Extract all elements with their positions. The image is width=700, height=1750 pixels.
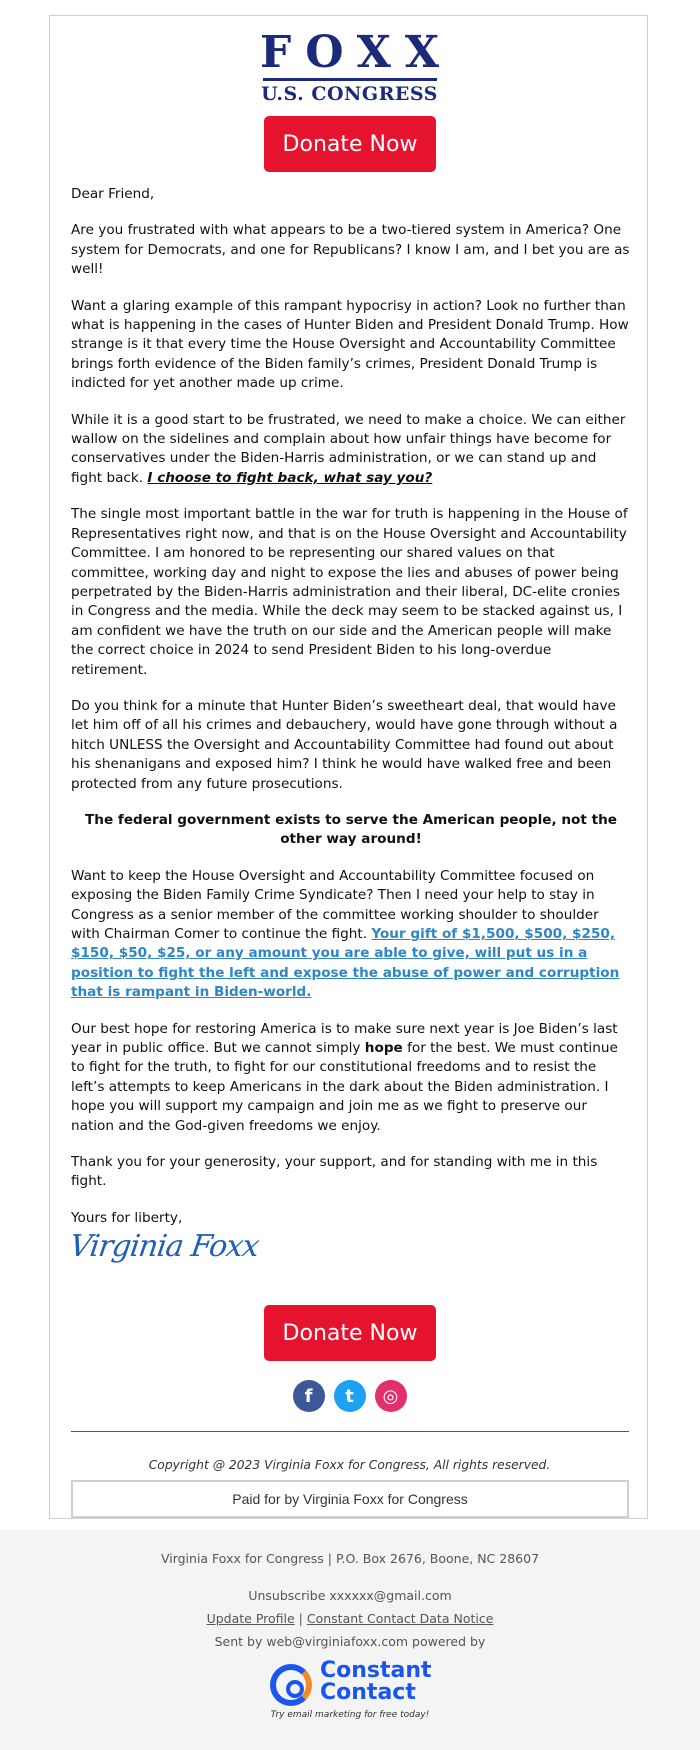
greeting: Dear Friend, (71, 186, 155, 202)
copyright-notice: Copyright @ 2023 Virginia Foxx for Congress, All rights reserved. (148, 1458, 551, 1472)
update-profile-link[interactable]: Update Profile (206, 1611, 295, 1626)
divider (71, 1431, 629, 1432)
signature: Virginia Foxx (67, 1229, 261, 1264)
instagram-icon[interactable]: ◎ (375, 1380, 407, 1412)
paragraph-3-text: While it is a good start to be frustrated, we need to make a choice. We can either wallow on the sidelines and complain about how unfair things have become for conservatives under the Biden-Harris administration, or we can stand up and fight back. (71, 411, 626, 486)
paid-for-disclaimer: Paid for by Virginia Foxx for Congress (71, 1480, 629, 1518)
footer-address: Virginia Foxx for Congress | P.O. Box 2676, Boone, NC 28607 (160, 1551, 540, 1566)
paragraph-7-text-b: for the best. We must continue to fight for the truth, to fight for our constitutional freedoms and to resist the left’s attempts to keep Americans in the dark about the Biden administration. I hope you will support my campaign and join me as we fight to preserve our nation and the God-given freedoms we enjoy. (71, 1040, 618, 1134)
footer-links (0, 1611, 700, 1626)
paragraph-5: Do you think for a minute that Hunter Biden’s sweetheart deal, that would have let him off of all his crimes and debauchery, would have gone through without a hitch UNLESS the Oversight and Accountability Committee had found out about his shenanigans and exposed him? I think he would have walked free and been protected from any future prosecutions. (71, 697, 618, 792)
callout-statement: The federal government exists to serve the American people, not the other way around! (85, 811, 618, 848)
logo-rule (263, 78, 437, 81)
paragraph-7 (71, 1020, 631, 1136)
cc-word-line-2: Contact (320, 1680, 416, 1705)
sent-by: Sent by web@virginiafoxx.com powered by (214, 1634, 486, 1649)
closing: Yours for liberty, (71, 1209, 183, 1226)
constant-contact-logo[interactable] (270, 1660, 430, 1722)
data-notice-link[interactable]: Constant Contact Data Notice (306, 1611, 494, 1626)
donation-ask-link[interactable]: Your gift of $1,500, $500, $250, $150, $50, $25, or any amount you are able to give, will put us in a position to fight the left and expose the abuse of power and corruption that is rampant in Biden-world. (71, 926, 620, 1001)
email-card (49, 15, 648, 1519)
social-links (50, 1380, 649, 1412)
paragraph-7-bold: hope (364, 1040, 403, 1057)
paragraph-8: Thank you for your generosity, your support, and for standing with me in this fight. (71, 1154, 598, 1190)
twitter-icon[interactable]: t (334, 1380, 366, 1412)
constant-contact-tagline: Try email marketing for free today! (270, 1710, 430, 1720)
unsubscribe-link[interactable]: Unsubscribe xxxxxx@gmail.com (248, 1588, 452, 1603)
paragraph-3-emphasis: I choose to fight back, what say you? (147, 469, 433, 486)
paragraph-1: Are you frustrated with what appears to be a two-tiered system in America? One system for Democrats, and one for Republicans? I know I am, and I bet you are as well! (71, 222, 630, 278)
paragraph-2: Want a glaring example of this rampant hypocrisy in action? Look no further than what is happening in the cases of Hunter Biden and President Donald Trump. How strange is it that every time the House Oversight and Accountability Committee brings forth evidence of the Biden family’s crimes, President Donald Trump is indicted for yet another made up crime. (71, 297, 629, 392)
constant-contact-mark-inner (286, 1680, 304, 1698)
paragraph-4: The single most important battle in the war for truth is happening in the House of Representatives right now, and that is on the House Oversight and Accountability Committee. I am honored to be representing our shared values on that committee, working day and night to expose the lies and abuses of power being perpetrated by the Biden-Harris administration and their liberal, DC-elite cronies in Congress and the media. While the deck may seem to be stacked against us, I am confident we have the truth on our side and the American people will make the correct choice in 2024 to send President Biden to his long-overdue retirement. (71, 506, 628, 678)
cc-word-line-1: Constant (320, 1658, 432, 1683)
logo-name: FOXX (259, 27, 454, 78)
donate-now-button-bottom[interactable]: Donate Now (264, 1305, 436, 1361)
paragraph-6-text: Want to keep the House Oversight and Accountability Committee focused on exposing the Biden Family Crime Syndicate? Then I need your help to stay in Congress as a senior member of the committee working shoulder to shoulder with Chairman Comer to continue the fight. (71, 867, 599, 942)
logo-subtitle: U.S. CONGRESS (261, 83, 438, 105)
facebook-icon[interactable]: f (293, 1380, 325, 1412)
paragraph-7-text-a: Our best hope for restoring America is to make sure next year is Joe Biden’s last year in public office. But we cannot simply (71, 1020, 618, 1057)
foxx-congress-logo (50, 27, 649, 105)
letter-body (71, 185, 631, 1228)
paragraph-3 (71, 411, 631, 489)
footer-separator: | (294, 1611, 307, 1626)
constant-contact-mark-icon (270, 1664, 312, 1706)
donate-now-button-top[interactable]: Donate Now (264, 116, 436, 172)
paragraph-6 (71, 867, 631, 1003)
constant-contact-wordmark (320, 1660, 432, 1704)
